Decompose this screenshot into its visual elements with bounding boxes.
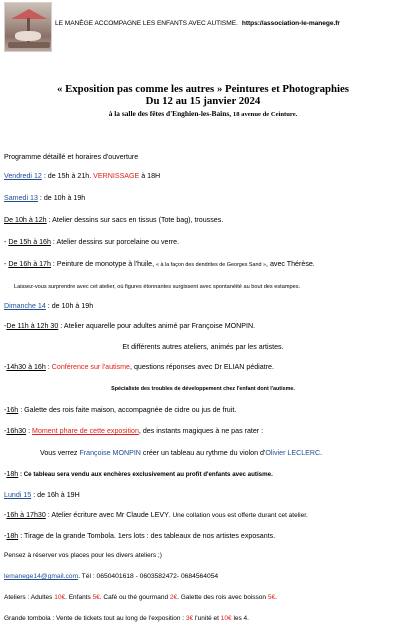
item-text: , des instants magiques à ne pas rater : xyxy=(138,427,264,435)
violinist-name: Olivier LECLERC xyxy=(265,449,321,457)
item-time: 18h xyxy=(6,532,19,540)
item-time: 16h xyxy=(6,406,19,414)
phone-numbers: . Tél : 0650401618 - 0603582472- 0684564054 xyxy=(78,573,219,580)
prices-line xyxy=(4,593,277,603)
tombola-line xyxy=(4,614,249,624)
monday-item-1: -16h à 17h30 : Atelier écriture avec Mr Claude LEVY. Une collation vous est offerte durant cet atelier. xyxy=(4,511,308,519)
sunday-hours: : de 10h à 19h xyxy=(45,302,94,310)
price-text: . Galette des rois avec boisson xyxy=(177,594,268,601)
item-time: De 10h à 12h xyxy=(4,216,47,224)
item-time: De 15h à 16h xyxy=(8,238,51,246)
price-text: . Enfants xyxy=(65,594,93,601)
perf-text: Vous verrez xyxy=(40,449,80,457)
tombola-text: l'unité et xyxy=(193,615,221,622)
item-text: : Atelier aquarelle pour adultes animé par Françoise MONPIN. xyxy=(58,322,256,330)
item-quote: « à la façon des dendrites de Georges Sand » xyxy=(156,262,267,268)
friday-line xyxy=(4,171,160,181)
sunday-note: Spécialiste des troubles de développement chez l'enfant dont l'autisme. xyxy=(111,386,295,392)
price-text: . xyxy=(275,594,277,601)
item-text: : Galette des rois faite maison, accompagnée de cidre ou jus de fruit. xyxy=(18,406,237,414)
item-time: De 11h à 12h 30 xyxy=(6,322,59,330)
venue-address: 18 avenue de Ceinture. xyxy=(232,111,298,118)
event-titles xyxy=(0,83,406,121)
item-time: 18h xyxy=(6,470,19,478)
item-sep: : xyxy=(45,363,52,371)
sunday-item-1: -De 11h à 12h 30 : Atelier aquarelle pour adultes animé par Françoise MONPIN. xyxy=(4,322,256,330)
artist-name: Françoise MONPIN xyxy=(79,449,141,457)
sunday-line xyxy=(4,301,93,311)
association-logo xyxy=(4,2,52,52)
saturday-item-3: - De 16h à 17h : Peinture de monotype à l'huile, « à la façon des dendrites de Georges Sand », avec Thérèse. xyxy=(4,260,315,268)
item-text: : Peinture de monotype à l'huile, xyxy=(50,260,157,268)
item-host: , avec Thérèse. xyxy=(266,260,315,268)
saturday-note: Laissez-vous surprendre avec cet atelier, où figures étonnantes surgissent avec spontanéité au bout des estampes. xyxy=(14,284,301,290)
price-value: 5€ xyxy=(92,594,100,601)
contact-line xyxy=(4,572,218,582)
item-text: : Atelier écriture avec Mr Claude LEVY xyxy=(45,511,169,519)
monday-hours: : de 16h à 19H xyxy=(31,491,80,499)
exhibition-title: « Exposition pas comme les autres » Peintures et Photographies xyxy=(56,83,349,95)
tombola-text: les 4. xyxy=(231,615,249,622)
tombola-price: 3€ xyxy=(185,615,194,622)
price-value: 10€ xyxy=(54,594,66,601)
item-text: , questions réponses avec Dr ELIAN pédiatre. xyxy=(130,363,274,371)
carousel-horse-shape xyxy=(15,31,41,41)
item-time: 16h30 xyxy=(6,427,27,435)
vernissage-time: à 18H xyxy=(139,172,161,180)
highlight-label: Moment phare de cette exposition xyxy=(32,427,139,435)
item-text: : Tirage de la grande Tombola. 1ers lots : des tableaux de nos artistes exposants. xyxy=(18,532,276,540)
price-text: Ateliers : Adultes xyxy=(4,594,55,601)
monday-day: Lundi 15 xyxy=(4,491,32,499)
item-text: : Atelier dessins sur sacs en tissus (Tote bag), trousses. xyxy=(46,216,224,224)
item-sep: : xyxy=(26,427,33,435)
saturday-day: Samedi 13 xyxy=(4,194,38,202)
sunday-item-5: -18h : Ce tableau sera vendu aux enchères exclusivement au profit d'enfants avec autisme. xyxy=(4,470,273,478)
saturday-line xyxy=(4,193,85,203)
saturday-hours: : de 10h à 19h xyxy=(37,194,86,202)
header-tagline xyxy=(55,20,340,27)
vernissage-label: VERNISSAGE xyxy=(93,172,140,180)
item-text: : Ce tableau sera vendu aux enchères exclusivement au profit d'enfants avec autisme. xyxy=(18,471,273,478)
sunday-item-2: -14h30 à 16h : Conférence sur l'autisme, questions réponses avec Dr ELIAN pédiatre. xyxy=(4,363,274,371)
sunday-item-4: -16h30 : Moment phare de cette exposition, des instants magiques à ne pas rater : xyxy=(4,427,264,435)
sunday-item-3: -16h : Galette des rois faite maison, accompagnée de cidre ou jus de fruit. xyxy=(4,406,237,414)
website-link[interactable]: https://association-le-manege.fr xyxy=(241,20,340,27)
item-text: : Atelier dessins sur porcelaine ou verre. xyxy=(50,238,180,246)
monday-line xyxy=(4,490,80,500)
tombola-text: Grande tombola : Vente de tickets tout au long de l'exposition : xyxy=(4,615,186,622)
item-time: 14h30 à 16h xyxy=(6,363,46,371)
tombola-price: 10€ xyxy=(220,615,232,622)
tagline-text: LE MANÈGE ACCOMPAGNE LES ENFANTS AVEC AUTISME. xyxy=(55,20,238,27)
perf-text: . xyxy=(320,449,323,457)
reservation-note: Pensez à réserver vos places pour les divers ateliers ;) xyxy=(4,552,162,559)
price-value: 5€ xyxy=(267,594,276,601)
saturday-item-2: - De 15h à 16h : Atelier dessins sur porcelaine ou verre. xyxy=(4,238,180,246)
header xyxy=(4,2,404,52)
perf-text: créer un tableau au rythme du violon d' xyxy=(140,449,266,457)
price-value: 2€ xyxy=(169,594,178,601)
program-heading: Programme détaillé et horaires d'ouverture xyxy=(4,153,139,161)
saturday-item-1 xyxy=(4,215,223,225)
friday-day: Vendredi 12 xyxy=(4,172,42,180)
sunday-performance xyxy=(40,448,322,458)
friday-hours: : de 15h à 21h. xyxy=(41,172,94,180)
item-text-2: . Une collation vous est offerte durant cet atelier. xyxy=(168,512,308,519)
price-text: . Café ou thé gourmand xyxy=(99,594,170,601)
item-time: De 16h à 17h xyxy=(8,260,51,268)
sunday-day: Dimanche 14 xyxy=(4,302,46,310)
carousel-base-shape xyxy=(8,42,50,48)
venue-main: à la salle des fêtes d'Enghien-les-Bains, xyxy=(108,109,233,118)
item-time: 16h à 17h30 xyxy=(6,511,46,519)
sunday-other-workshops: Et différents autres ateliers, animés par les artistes. xyxy=(122,343,284,351)
monday-item-2: -18h : Tirage de la grande Tombola. 1ers lots : des tableaux de nos artistes exposants. xyxy=(4,532,276,540)
conference-label: Conférence sur l'autisme xyxy=(51,363,130,371)
email-link[interactable]: lemanege14@gmail.com xyxy=(4,573,79,580)
exhibition-venue xyxy=(0,108,406,121)
exhibition-dates: Du 12 au 15 janvier 2024 xyxy=(145,95,261,107)
